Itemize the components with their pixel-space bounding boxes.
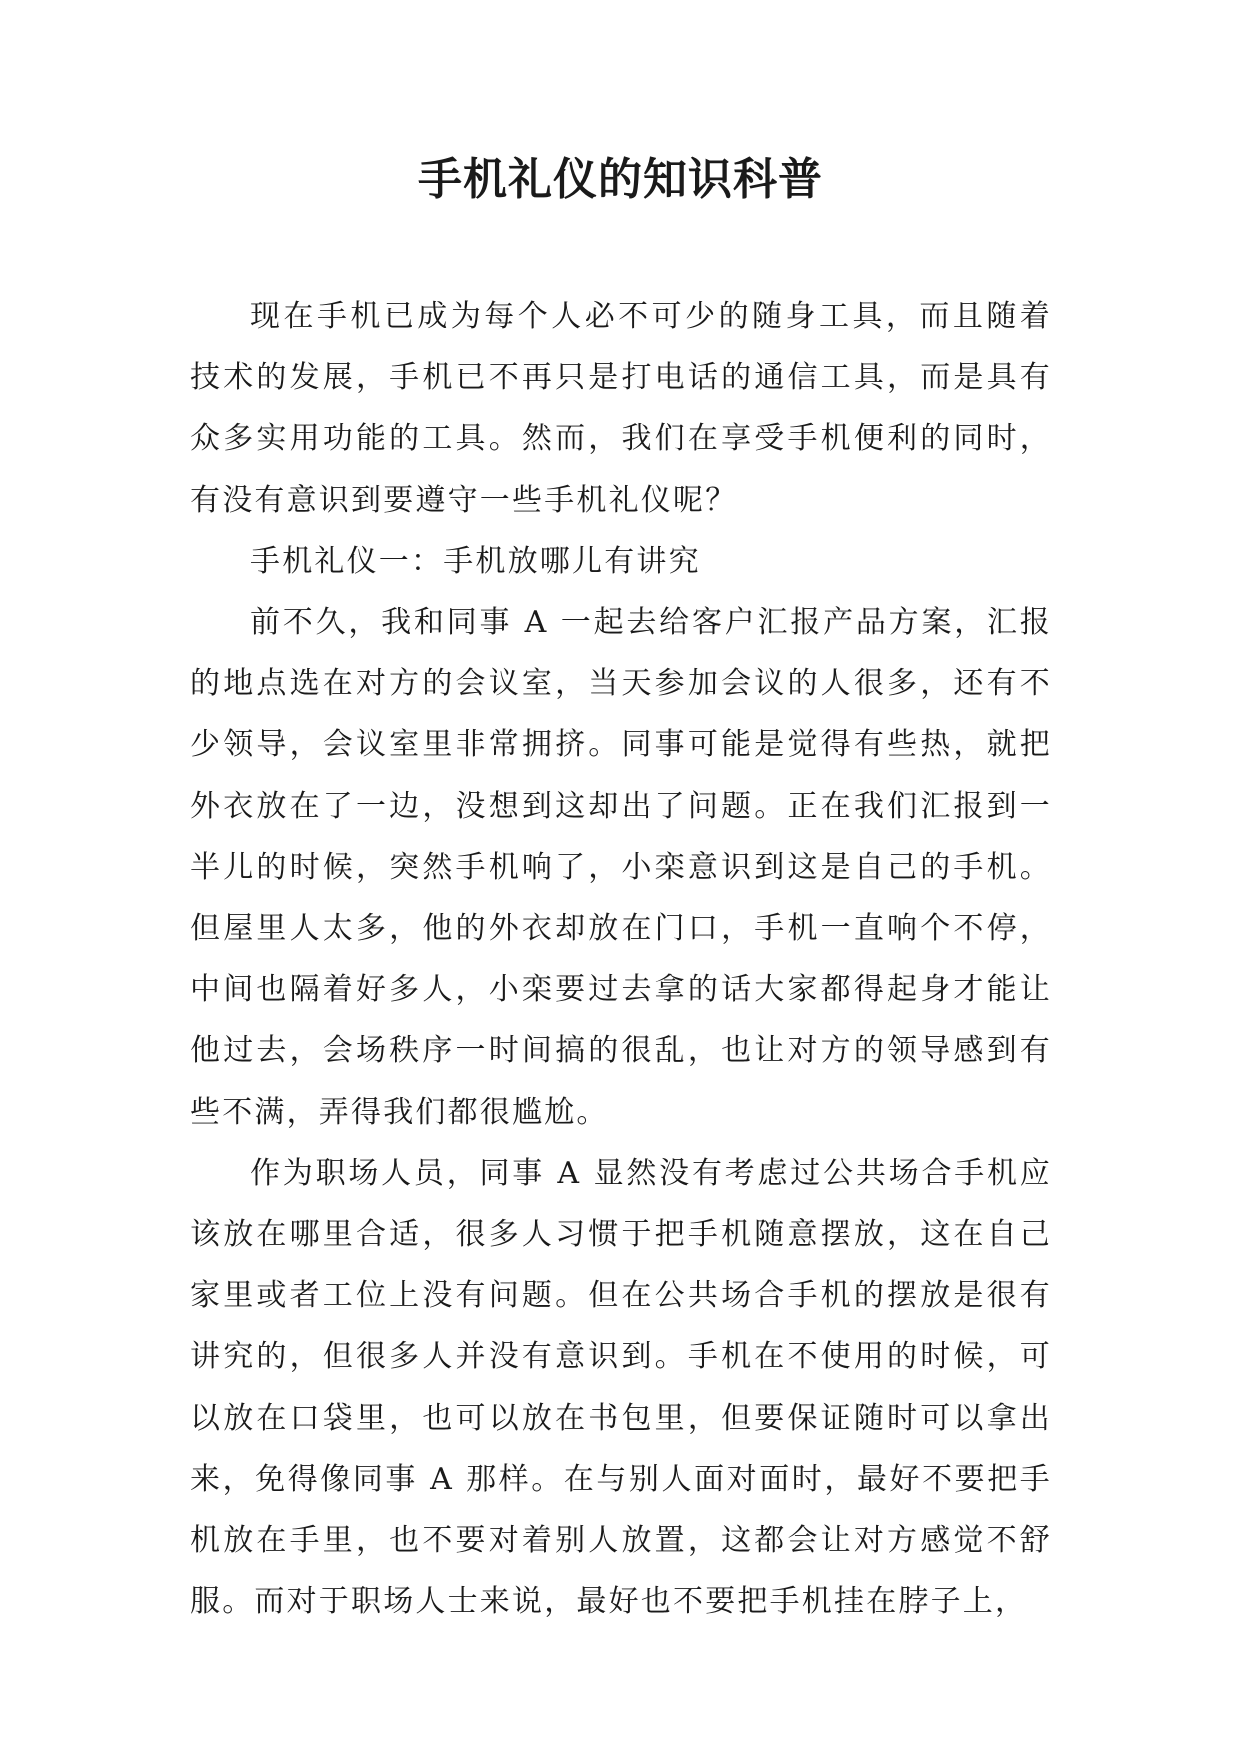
paragraph-intro: 现在手机已成为每个人必不可少的随身工具，而且随着技术的发展，手机已不再只是打电话的通信工具，而是具有众多实用功能的工具。然而，我们在享受手机便利的同时，有没有意识到要遵守一些手机礼仪呢？ — [190, 299, 1052, 518]
paragraph-advice: 作为职场人员，同事 A 显然没有考虑过公共场合手机应该放在哪里合适，很多人习惯于把手机随意摆放，这在自己家里或者工位上没有问题。但在公共场合手机的摆放是很有讲究的，但很多人并没有意识到。手机在不使用的时候，可以放在口袋里，也可以放在书包里，但要保证随时可以拿出来，免得像同事 A 那样。在与别人面对面时，最好不要把手机放在手里，也不要对着别人放置，这都会让对方感觉不舒服。而对于职场人士来说，最好也不要把手机挂在脖子上， — [190, 1155, 1052, 1620]
paragraph-anecdote: 前不久，我和同事 A 一起去给客户汇报产品方案，汇报的地点选在对方的会议室，当天参加会议的人很多，还有不少领导，会议室里非常拥挤。同事可能是觉得有些热，就把外衣放在了一边，没想到这却出了问题。正在我们汇报到一半儿的时候，突然手机响了，小栾意识到这是自己的手机。但屋里人太多，他的外衣却放在门口，手机一直响个不停，中间也隔着好多人，小栾要过去拿的话大家都得起身才能让他过去，会场秩序一时间搞的很乱，也让对方的领导感到有些不满，弄得我们都很尴尬。 — [190, 605, 1052, 1130]
document-title: 手机礼仪的知识科普 — [418, 154, 823, 205]
section-heading: 手机礼仪一：手机放哪儿有讲究 — [250, 543, 701, 579]
document-body — [190, 286, 1052, 1632]
